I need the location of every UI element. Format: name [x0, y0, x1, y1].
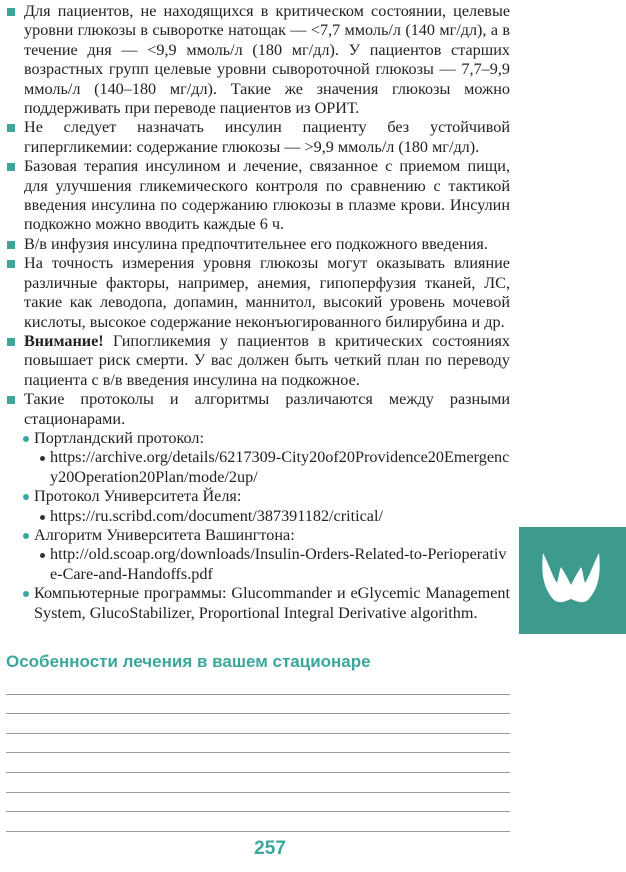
- small-bullet-icon: [40, 456, 45, 461]
- protocol-link[interactable]: http://old.scoap.org/downloads/Insulin-Orders-Related-to-Perioperative-Care-and-Handoffs.pdf: [6, 545, 510, 584]
- square-bullet-icon: [7, 338, 15, 346]
- square-bullet-icon: [7, 124, 15, 132]
- note-line[interactable]: [6, 734, 510, 754]
- round-bullet-icon: [23, 494, 29, 500]
- protocol-item: Компьютерные программы: Glucommander и eGlycemic Management System, GlucoStabilizer, Proportional Integral Derivative algorithm.: [6, 584, 510, 623]
- note-line[interactable]: [6, 675, 510, 695]
- protocol-item: Портландский протокол:: [6, 429, 510, 448]
- bullet-item-warning: Внимание! Гипогликемия у пациентов в критических состояниях повышает риск смерти. У вас должен быть четкий план по переводу пациента с в/в введения инсулина на подкожное.: [6, 332, 510, 390]
- round-bullet-icon: [23, 533, 29, 539]
- protocol-item: Алгоритм Университета Вашингтона:: [6, 526, 510, 545]
- round-bullet-icon: [23, 591, 29, 597]
- thyroid-icon: [519, 527, 626, 634]
- protocol-item: Протокол Университета Йеля:: [6, 487, 510, 506]
- round-bullet-icon: [23, 436, 29, 442]
- square-bullet-icon: [7, 241, 15, 249]
- section-title: Особенности лечения в вашем стационаре: [6, 652, 371, 671]
- small-bullet-icon: [40, 553, 45, 558]
- main-text: [6, 2, 510, 623]
- page-number: 257: [254, 838, 286, 859]
- square-bullet-icon: [7, 260, 15, 268]
- note-line[interactable]: [6, 714, 510, 734]
- small-bullet-icon: [40, 515, 45, 520]
- chapter-tab: [519, 527, 626, 634]
- bullet-item: Для пациентов, не находящихся в критическом состоянии, целевые уровни глюкозы в сыворотке натощак — <7,7 ммоль/л (140 мг/дл), а в течение дня — <9,9 ммоль/л (180 мг/дл). У пациентов старших возрастных групп целевые уровни сывороточной глюкозы — 7,7–9,9 ммоль/л (140–180 мг/дл). Такие же значения глюкозы можно поддерживать при переводе пациентов из ОРИТ.: [6, 2, 510, 118]
- square-bullet-icon: [7, 163, 15, 171]
- bullet-item: В/в инфузия инсулина предпочтительнее его подкожного введения.: [6, 235, 510, 254]
- protocol-link[interactable]: https://archive.org/details/6217309-City20of20Providence20Emergency20Operation20Plan/mode/2up/: [6, 448, 510, 487]
- bullet-item: Базовая терапия инсулином и лечение, связанное с приемом пищи, для улучшения гликемического контроля по сравнению с тактикой введения инсулина по содержанию глюкозы в плазме крови. Инсулин подкожно можно вводить каждые 6 ч.: [6, 157, 510, 235]
- square-bullet-icon: [7, 8, 15, 16]
- note-line[interactable]: [6, 793, 510, 813]
- notes-lines: [6, 675, 510, 832]
- note-line[interactable]: [6, 695, 510, 715]
- bullet-item: Не следует назначать инсулин пациенту без устойчивой гипергликемии: содержание глюкозы — >9,9 ммоль/л (180 мг/дл).: [6, 118, 510, 157]
- bullet-item: Такие протоколы и алгоритмы различаются между разными стационарами.: [6, 390, 510, 429]
- note-line[interactable]: [6, 812, 510, 832]
- protocol-link[interactable]: https://ru.scribd.com/document/387391182/critical/: [6, 507, 510, 526]
- note-line[interactable]: [6, 773, 510, 793]
- square-bullet-icon: [7, 396, 15, 404]
- bullet-item: На точность измерения уровня глюкозы могут оказывать влияние различные факторы, например, анемия, гипоперфузия тканей, ЛС, такие как леводопа, допамин, маннитол, высокий уровень мочевой кислоты, высокое содержание неконъюгированного билирубина и др.: [6, 254, 510, 332]
- note-line[interactable]: [6, 753, 510, 773]
- warning-label: Внимание!: [24, 331, 104, 350]
